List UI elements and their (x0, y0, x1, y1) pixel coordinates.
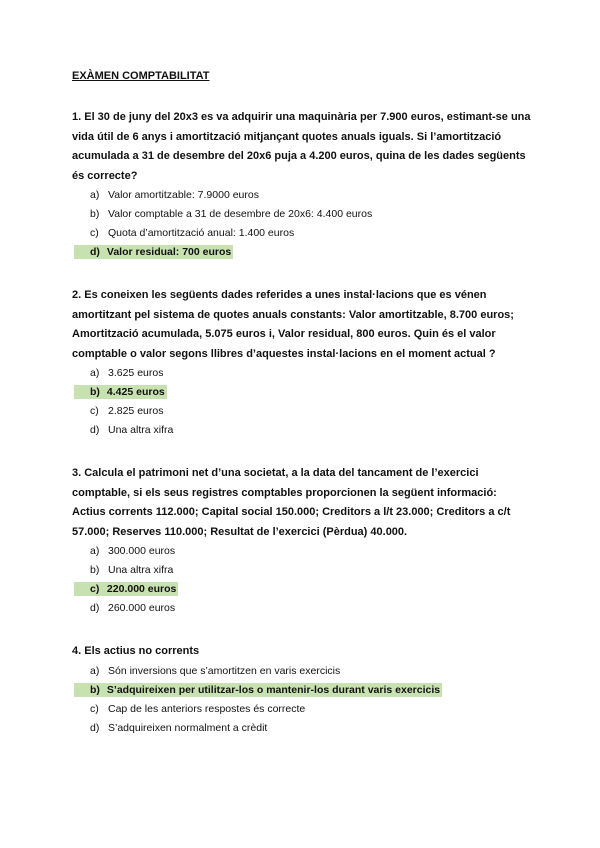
option-text: Quota d’amortització anual: 1.400 euros (108, 227, 295, 239)
option-text: Valor comptable a 31 de desembre de 20x6: 4.400 euros (108, 208, 373, 220)
answer-option (72, 402, 532, 421)
answer-option (72, 224, 532, 243)
option-text: Valor residual: 700 euros (106, 246, 232, 258)
option-letter: d) (90, 721, 100, 734)
answer-option (72, 719, 532, 738)
option-letter: b) (90, 386, 100, 398)
exam-title: EXÀMEN COMPTABILITAT (72, 70, 210, 82)
option-text: 260.000 euros (108, 602, 176, 614)
option-letter: a) (90, 664, 100, 677)
answer-option-correct (72, 681, 532, 700)
option-letter: c) (90, 702, 99, 715)
option-text: Valor amortitzable: 7.9000 euros (108, 189, 259, 201)
option-text: S’adquireixen normalment a crèdit (108, 721, 268, 734)
answer-option (72, 599, 532, 618)
correct-highlight (74, 385, 167, 399)
answer-option (72, 561, 532, 580)
option-text: Cap de les anteriors respostes és correcte (108, 702, 306, 715)
answer-option (72, 205, 532, 224)
question-text: 1. El 30 de juny del 20x3 es va adquirir una maquinària per 7.900 euros, estimant-se una vida útil de 6 anys i amortització mitjançant quotes anuals iguals. Si l’amortització acumulada a 31 de desembre del 20x6 puja a 4.200 euros, quina de les dades següents és correcte? (72, 111, 531, 182)
answer-option (72, 662, 532, 681)
option-letter: c) (90, 405, 99, 417)
question-1 (72, 108, 532, 262)
answer-options (72, 662, 532, 738)
questions-list (72, 108, 532, 738)
option-letter: c) (90, 227, 99, 239)
answer-options (72, 364, 532, 440)
correct-highlight (74, 245, 233, 259)
option-letter: d) (90, 602, 100, 614)
answer-options (72, 542, 532, 618)
option-text: Una altra xifra (108, 424, 174, 436)
option-text: 220.000 euros (106, 583, 177, 595)
question-text: 4. Els actius no corrents (72, 645, 200, 657)
option-letter: b) (90, 564, 100, 576)
option-text: Són inversions que s’amortitzen en varis exercicis (108, 664, 341, 677)
option-letter: a) (90, 189, 100, 201)
exam-page (72, 60, 532, 738)
option-letter: b) (90, 208, 100, 220)
option-text: 3.625 euros (108, 367, 164, 379)
answer-option (72, 421, 532, 440)
option-letter: a) (90, 545, 100, 557)
option-text: 300.000 euros (108, 545, 176, 557)
option-text: 4.425 euros (106, 386, 165, 398)
answer-option (72, 364, 532, 383)
option-text: 2.825 euros (108, 405, 164, 417)
correct-highlight (74, 582, 178, 596)
answer-option (72, 542, 532, 561)
option-text: S’adquireixen per utilitzar-los o mantenir-los durant varis exercicis (106, 683, 441, 696)
option-text: Una altra xifra (108, 564, 174, 576)
question-4 (72, 642, 532, 738)
correct-highlight (74, 683, 442, 697)
question-text: 2. Es coneixen les següents dades referides a unes instal·lacions que es vénen amortitzant pel sistema de quotes anuals constants: Valor amortitzable, 8.700 euros; Amortització acumulada, 5.075 euros i, Valor residual, 800 euros. Quin és el valor comptable o valor segons llibres d’aquestes instal·lacions en el moment actual ? (72, 289, 514, 360)
option-letter: d) (90, 246, 100, 258)
option-letter: a) (90, 367, 100, 379)
question-3 (72, 464, 532, 618)
option-letter: c) (90, 583, 100, 595)
answer-option-correct (72, 383, 532, 402)
question-text: 3. Calcula el patrimoni net d’una societat, a la data del tancament de l’exercici comptable, si els seus registres comptables proporcionen la següent informació: Actius corrents 112.000; Capital social 150.000; Creditors a l/t 23.000; Creditors a c/t 57.000; Reserves 110.000; Resultat de l’exercici (Pèrdua) 40.000. (72, 467, 511, 538)
question-2 (72, 286, 532, 440)
answer-option (72, 700, 532, 719)
answer-option-correct (72, 243, 532, 262)
answer-option-correct (72, 580, 532, 599)
option-letter: b) (90, 683, 100, 696)
answer-option (72, 186, 532, 205)
answer-options (72, 186, 532, 262)
option-letter: d) (90, 424, 100, 436)
